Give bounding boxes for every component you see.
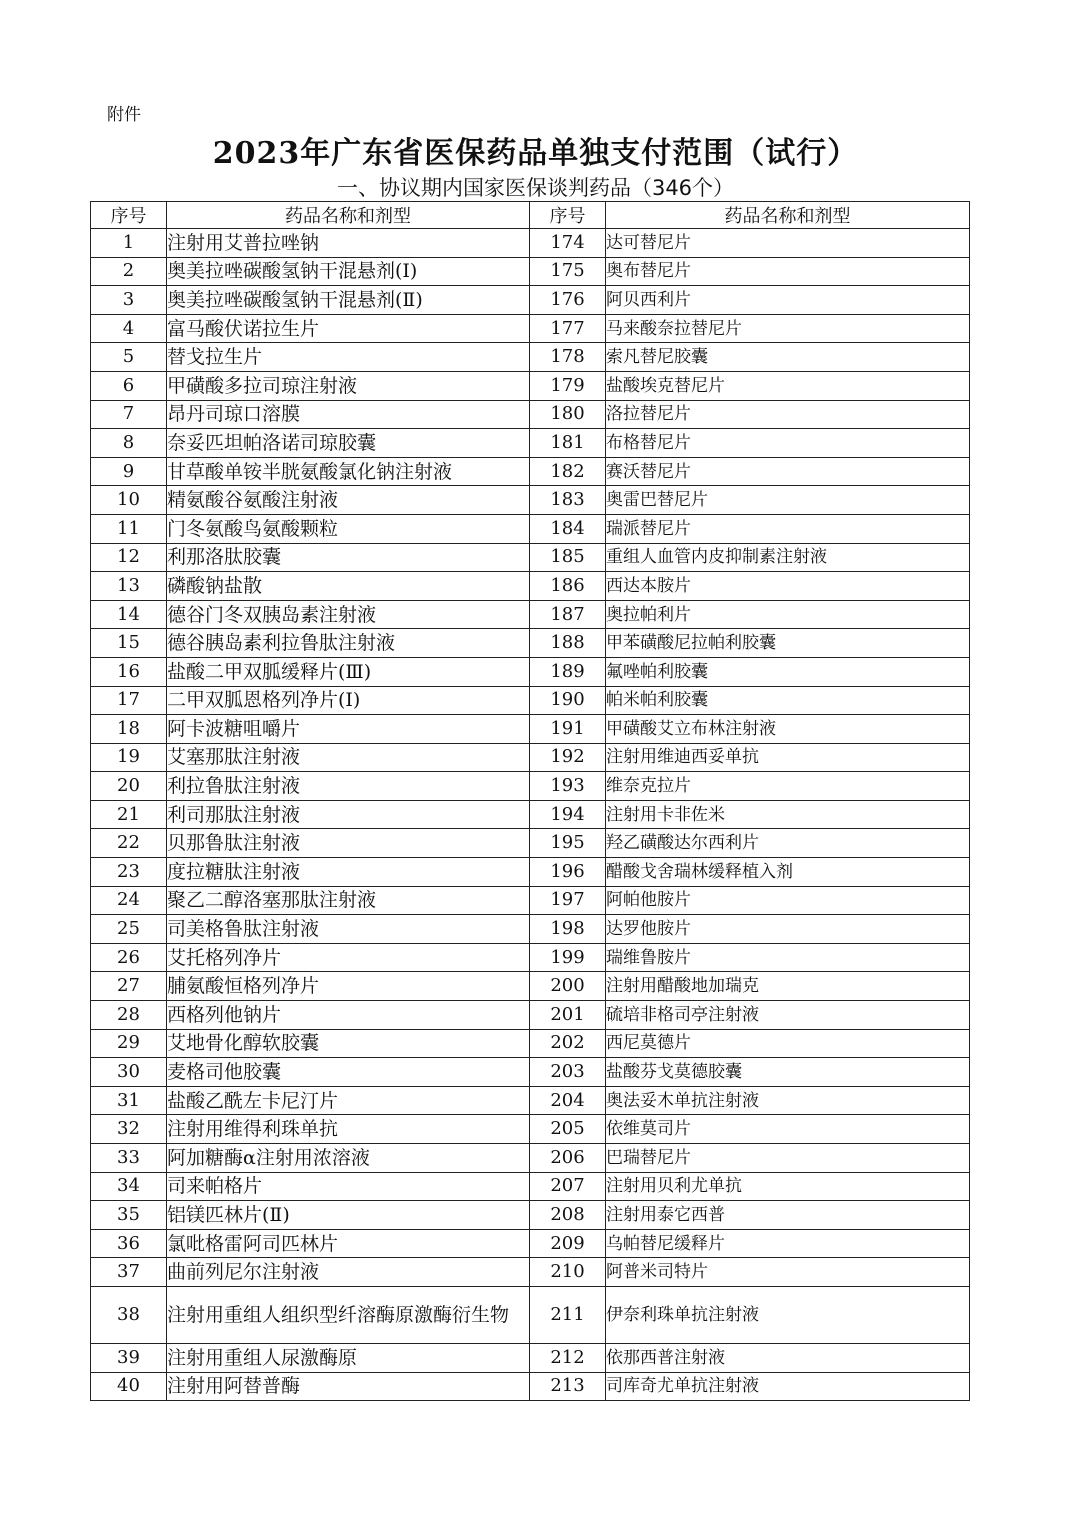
- column-header-name-left: 药品名称和剂型: [167, 202, 530, 229]
- row-number-left: 9: [91, 457, 167, 486]
- table-row: [91, 1201, 970, 1230]
- row-number-left: 13: [91, 572, 167, 601]
- drug-name-right: 阿普米司特片: [606, 1258, 970, 1287]
- drug-name-right: 注射用泰它西普: [606, 1201, 970, 1230]
- table-row: [91, 543, 970, 572]
- drug-name-right: 奥法妥木单抗注射液: [606, 1086, 970, 1115]
- table-row: [91, 343, 970, 372]
- row-number-left: 6: [91, 371, 167, 400]
- table-row: [91, 943, 970, 972]
- row-number-right: 198: [530, 915, 606, 944]
- row-number-right: 209: [530, 1229, 606, 1258]
- row-number-right: 207: [530, 1172, 606, 1201]
- drug-name-right: 注射用卡非佐米: [606, 800, 970, 829]
- section-subtitle: 一、协议期内国家医保谈判药品（346个）: [336, 176, 735, 200]
- row-number-left: 19: [91, 743, 167, 772]
- row-number-left: 23: [91, 858, 167, 887]
- table-row: [91, 800, 970, 829]
- row-number-right: 206: [530, 1144, 606, 1173]
- row-number-right: 212: [530, 1343, 606, 1372]
- table-row: [91, 572, 970, 601]
- table-header-row: [91, 202, 970, 229]
- drug-name-left: 氯吡格雷阿司匹林片: [167, 1229, 530, 1258]
- table-row: [91, 1144, 970, 1173]
- row-number-left: 30: [91, 1058, 167, 1087]
- drug-name-right: 重组人血管内皮抑制素注射液: [606, 543, 970, 572]
- row-number-right: 210: [530, 1258, 606, 1287]
- drug-name-right: 瑞派替尼片: [606, 514, 970, 543]
- row-number-left: 11: [91, 514, 167, 543]
- row-number-right: 196: [530, 858, 606, 887]
- row-number-right: 176: [530, 286, 606, 315]
- row-number-right: 182: [530, 457, 606, 486]
- row-number-right: 190: [530, 686, 606, 715]
- drug-name-left: 利那洛肽胶囊: [167, 543, 530, 572]
- table-row: [91, 257, 970, 286]
- drug-name-right: 奥拉帕利片: [606, 600, 970, 629]
- drug-name-right: 瑞维鲁胺片: [606, 943, 970, 972]
- drug-name-left: 利拉鲁肽注射液: [167, 772, 530, 801]
- row-number-right: 191: [530, 715, 606, 744]
- drug-name-right: 硫培非格司亭注射液: [606, 1001, 970, 1030]
- drug-name-right: 帕米帕利胶囊: [606, 686, 970, 715]
- row-number-right: 197: [530, 886, 606, 915]
- row-number-right: 211: [530, 1286, 606, 1343]
- drug-name-left: 奈妥匹坦帕洛诺司琼胶囊: [167, 429, 530, 458]
- row-number-left: 40: [91, 1372, 167, 1401]
- row-number-left: 8: [91, 429, 167, 458]
- table-row: [91, 1172, 970, 1201]
- table-row: [91, 858, 970, 887]
- drug-name-right: 索凡替尼胶囊: [606, 343, 970, 372]
- row-number-right: 178: [530, 343, 606, 372]
- row-number-right: 208: [530, 1201, 606, 1230]
- drug-name-right: 司库奇尤单抗注射液: [606, 1372, 970, 1401]
- drug-name-left: 麦格司他胶囊: [167, 1058, 530, 1087]
- table-row: [91, 286, 970, 315]
- drug-name-left: 富马酸伏诺拉生片: [167, 314, 530, 343]
- row-number-left: 26: [91, 943, 167, 972]
- row-number-left: 4: [91, 314, 167, 343]
- drug-name-left: 盐酸二甲双胍缓释片(Ⅲ): [167, 657, 530, 686]
- drug-name-right: 甲磺酸艾立布林注射液: [606, 715, 970, 744]
- page-title: 2023年广东省医保药品单独支付范围（试行）: [212, 136, 859, 171]
- drug-name-left: 磷酸钠盐散: [167, 572, 530, 601]
- drug-name-left: 西格列他钠片: [167, 1001, 530, 1030]
- row-number-left: 1: [91, 229, 167, 258]
- drug-name-right: 奥布替尼片: [606, 257, 970, 286]
- row-number-left: 34: [91, 1172, 167, 1201]
- drug-name-left: 艾塞那肽注射液: [167, 743, 530, 772]
- drug-name-left: 门冬氨酸鸟氨酸颗粒: [167, 514, 530, 543]
- row-number-right: 202: [530, 1029, 606, 1058]
- drug-name-left: 德谷胰岛素利拉鲁肽注射液: [167, 629, 530, 658]
- drug-name-right: 伊奈利珠单抗注射液: [606, 1286, 970, 1343]
- table-row: [91, 600, 970, 629]
- drug-name-right: 注射用醋酸地加瑞克: [606, 972, 970, 1001]
- table-row: [91, 657, 970, 686]
- table-body: [91, 229, 970, 1401]
- drug-name-left: 德谷门冬双胰岛素注射液: [167, 600, 530, 629]
- drug-name-left: 贝那鲁肽注射液: [167, 829, 530, 858]
- row-number-right: 185: [530, 543, 606, 572]
- row-number-left: 38: [91, 1286, 167, 1343]
- row-number-left: 29: [91, 1029, 167, 1058]
- drug-name-right: 阿贝西利片: [606, 286, 970, 315]
- row-number-left: 10: [91, 486, 167, 515]
- drug-name-right: 注射用维迪西妥单抗: [606, 743, 970, 772]
- table-row: [91, 1343, 970, 1372]
- drug-name-left: 注射用重组人组织型纤溶酶原激酶衍生物: [167, 1286, 530, 1343]
- row-number-left: 24: [91, 886, 167, 915]
- drug-name-left: 阿加糖酶α注射用浓溶液: [167, 1144, 530, 1173]
- drug-name-right: 氟唑帕利胶囊: [606, 657, 970, 686]
- table-row: [91, 1372, 970, 1401]
- row-number-right: 186: [530, 572, 606, 601]
- row-number-right: 184: [530, 514, 606, 543]
- drug-name-right: 马来酸奈拉替尼片: [606, 314, 970, 343]
- drug-name-left: 注射用艾普拉唑钠: [167, 229, 530, 258]
- drug-name-right: 阿帕他胺片: [606, 886, 970, 915]
- row-number-left: 18: [91, 715, 167, 744]
- row-number-right: 175: [530, 257, 606, 286]
- drug-name-left: 甘草酸单铵半胱氨酸氯化钠注射液: [167, 457, 530, 486]
- row-number-left: 15: [91, 629, 167, 658]
- row-number-left: 28: [91, 1001, 167, 1030]
- drug-name-right: 醋酸戈舍瑞林缓释植入剂: [606, 858, 970, 887]
- row-number-right: 194: [530, 800, 606, 829]
- table-row: [91, 886, 970, 915]
- row-number-left: 32: [91, 1115, 167, 1144]
- row-number-left: 5: [91, 343, 167, 372]
- row-number-right: 174: [530, 229, 606, 258]
- table-row: [91, 1058, 970, 1087]
- row-number-right: 205: [530, 1115, 606, 1144]
- row-number-right: 181: [530, 429, 606, 458]
- row-number-right: 213: [530, 1372, 606, 1401]
- drug-name-right: 依那西普注射液: [606, 1343, 970, 1372]
- table-row: [91, 229, 970, 258]
- column-header-name-right: 药品名称和剂型: [606, 202, 970, 229]
- drug-name-left: 注射用阿替普酶: [167, 1372, 530, 1401]
- table-row: [91, 486, 970, 515]
- drug-name-right: 西达本胺片: [606, 572, 970, 601]
- table-row: [91, 915, 970, 944]
- drug-name-left: 艾托格列净片: [167, 943, 530, 972]
- row-number-right: 189: [530, 657, 606, 686]
- drug-name-right: 达罗他胺片: [606, 915, 970, 944]
- row-number-left: 25: [91, 915, 167, 944]
- row-number-left: 14: [91, 600, 167, 629]
- drug-name-right: 盐酸埃克替尼片: [606, 371, 970, 400]
- drug-name-right: 维奈克拉片: [606, 772, 970, 801]
- table-row: [91, 972, 970, 1001]
- row-number-left: 37: [91, 1258, 167, 1287]
- row-number-left: 39: [91, 1343, 167, 1372]
- drug-name-right: 注射用贝利尤单抗: [606, 1172, 970, 1201]
- drug-name-right: 依维莫司片: [606, 1115, 970, 1144]
- row-number-left: 21: [91, 800, 167, 829]
- drug-name-right: 盐酸芬戈莫德胶囊: [606, 1058, 970, 1087]
- drug-name-left: 度拉糖肽注射液: [167, 858, 530, 887]
- table-row: [91, 1286, 970, 1343]
- drug-name-left: 奥美拉唑碳酸氢钠干混悬剂(Ⅱ): [167, 286, 530, 315]
- drug-name-left: 二甲双胍恩格列净片(Ⅰ): [167, 686, 530, 715]
- row-number-left: 36: [91, 1229, 167, 1258]
- table-row: [91, 686, 970, 715]
- row-number-right: 187: [530, 600, 606, 629]
- table-row: [91, 715, 970, 744]
- row-number-right: 180: [530, 400, 606, 429]
- drug-name-right: 巴瑞替尼片: [606, 1144, 970, 1173]
- drug-name-right: 赛沃替尼片: [606, 457, 970, 486]
- drug-name-right: 奥雷巴替尼片: [606, 486, 970, 515]
- row-number-right: 200: [530, 972, 606, 1001]
- table-row: [91, 1115, 970, 1144]
- table-row: [91, 1229, 970, 1258]
- table-row: [91, 743, 970, 772]
- drug-name-right: 甲苯磺酸尼拉帕利胶囊: [606, 629, 970, 658]
- drug-name-left: 精氨酸谷氨酸注射液: [167, 486, 530, 515]
- table-row: [91, 1001, 970, 1030]
- row-number-left: 17: [91, 686, 167, 715]
- drug-name-left: 利司那肽注射液: [167, 800, 530, 829]
- drug-name-left: 铝镁匹林片(Ⅱ): [167, 1201, 530, 1230]
- table-row: [91, 457, 970, 486]
- row-number-right: 201: [530, 1001, 606, 1030]
- table-row: [91, 1029, 970, 1058]
- row-number-right: 199: [530, 943, 606, 972]
- row-number-left: 31: [91, 1086, 167, 1115]
- row-number-right: 203: [530, 1058, 606, 1087]
- row-number-right: 204: [530, 1086, 606, 1115]
- row-number-left: 7: [91, 400, 167, 429]
- column-header-no-left: 序号: [91, 202, 167, 229]
- drug-name-left: 甲磺酸多拉司琼注射液: [167, 371, 530, 400]
- row-number-right: 192: [530, 743, 606, 772]
- table-row: [91, 429, 970, 458]
- drug-name-right: 西尼莫德片: [606, 1029, 970, 1058]
- attachment-label: 附件: [107, 105, 141, 125]
- table-row: [91, 1086, 970, 1115]
- drug-name-left: 艾地骨化醇软胶囊: [167, 1029, 530, 1058]
- table-row: [91, 371, 970, 400]
- drug-name-left: 注射用重组人尿激酶原: [167, 1343, 530, 1372]
- drug-name-left: 昂丹司琼口溶膜: [167, 400, 530, 429]
- row-number-right: 188: [530, 629, 606, 658]
- drug-table: [90, 201, 970, 1401]
- row-number-left: 2: [91, 257, 167, 286]
- row-number-left: 16: [91, 657, 167, 686]
- table-row: [91, 400, 970, 429]
- table-row: [91, 514, 970, 543]
- drug-name-left: 脯氨酸恒格列净片: [167, 972, 530, 1001]
- drug-name-left: 注射用维得利珠单抗: [167, 1115, 530, 1144]
- table-row: [91, 314, 970, 343]
- table-row: [91, 629, 970, 658]
- table-row: [91, 772, 970, 801]
- row-number-right: 177: [530, 314, 606, 343]
- drug-name-left: 替戈拉生片: [167, 343, 530, 372]
- drug-name-left: 聚乙二醇洛塞那肽注射液: [167, 886, 530, 915]
- drug-name-right: 达可替尼片: [606, 229, 970, 258]
- drug-name-right: 布格替尼片: [606, 429, 970, 458]
- row-number-right: 183: [530, 486, 606, 515]
- table-row: [91, 829, 970, 858]
- drug-name-left: 司来帕格片: [167, 1172, 530, 1201]
- drug-name-right: 羟乙磺酸达尔西利片: [606, 829, 970, 858]
- table-row: [91, 1258, 970, 1287]
- drug-name-left: 阿卡波糖咀嚼片: [167, 715, 530, 744]
- row-number-left: 12: [91, 543, 167, 572]
- row-number-left: 3: [91, 286, 167, 315]
- row-number-right: 179: [530, 371, 606, 400]
- row-number-left: 27: [91, 972, 167, 1001]
- drug-name-right: 乌帕替尼缓释片: [606, 1229, 970, 1258]
- drug-name-left: 曲前列尼尔注射液: [167, 1258, 530, 1287]
- row-number-left: 33: [91, 1144, 167, 1173]
- drug-name-left: 奥美拉唑碳酸氢钠干混悬剂(I): [167, 257, 530, 286]
- row-number-right: 193: [530, 772, 606, 801]
- drug-name-left: 司美格鲁肽注射液: [167, 915, 530, 944]
- row-number-left: 35: [91, 1201, 167, 1230]
- drug-name-right: 洛拉替尼片: [606, 400, 970, 429]
- row-number-right: 195: [530, 829, 606, 858]
- row-number-left: 22: [91, 829, 167, 858]
- column-header-no-right: 序号: [530, 202, 606, 229]
- drug-name-left: 盐酸乙酰左卡尼汀片: [167, 1086, 530, 1115]
- row-number-left: 20: [91, 772, 167, 801]
